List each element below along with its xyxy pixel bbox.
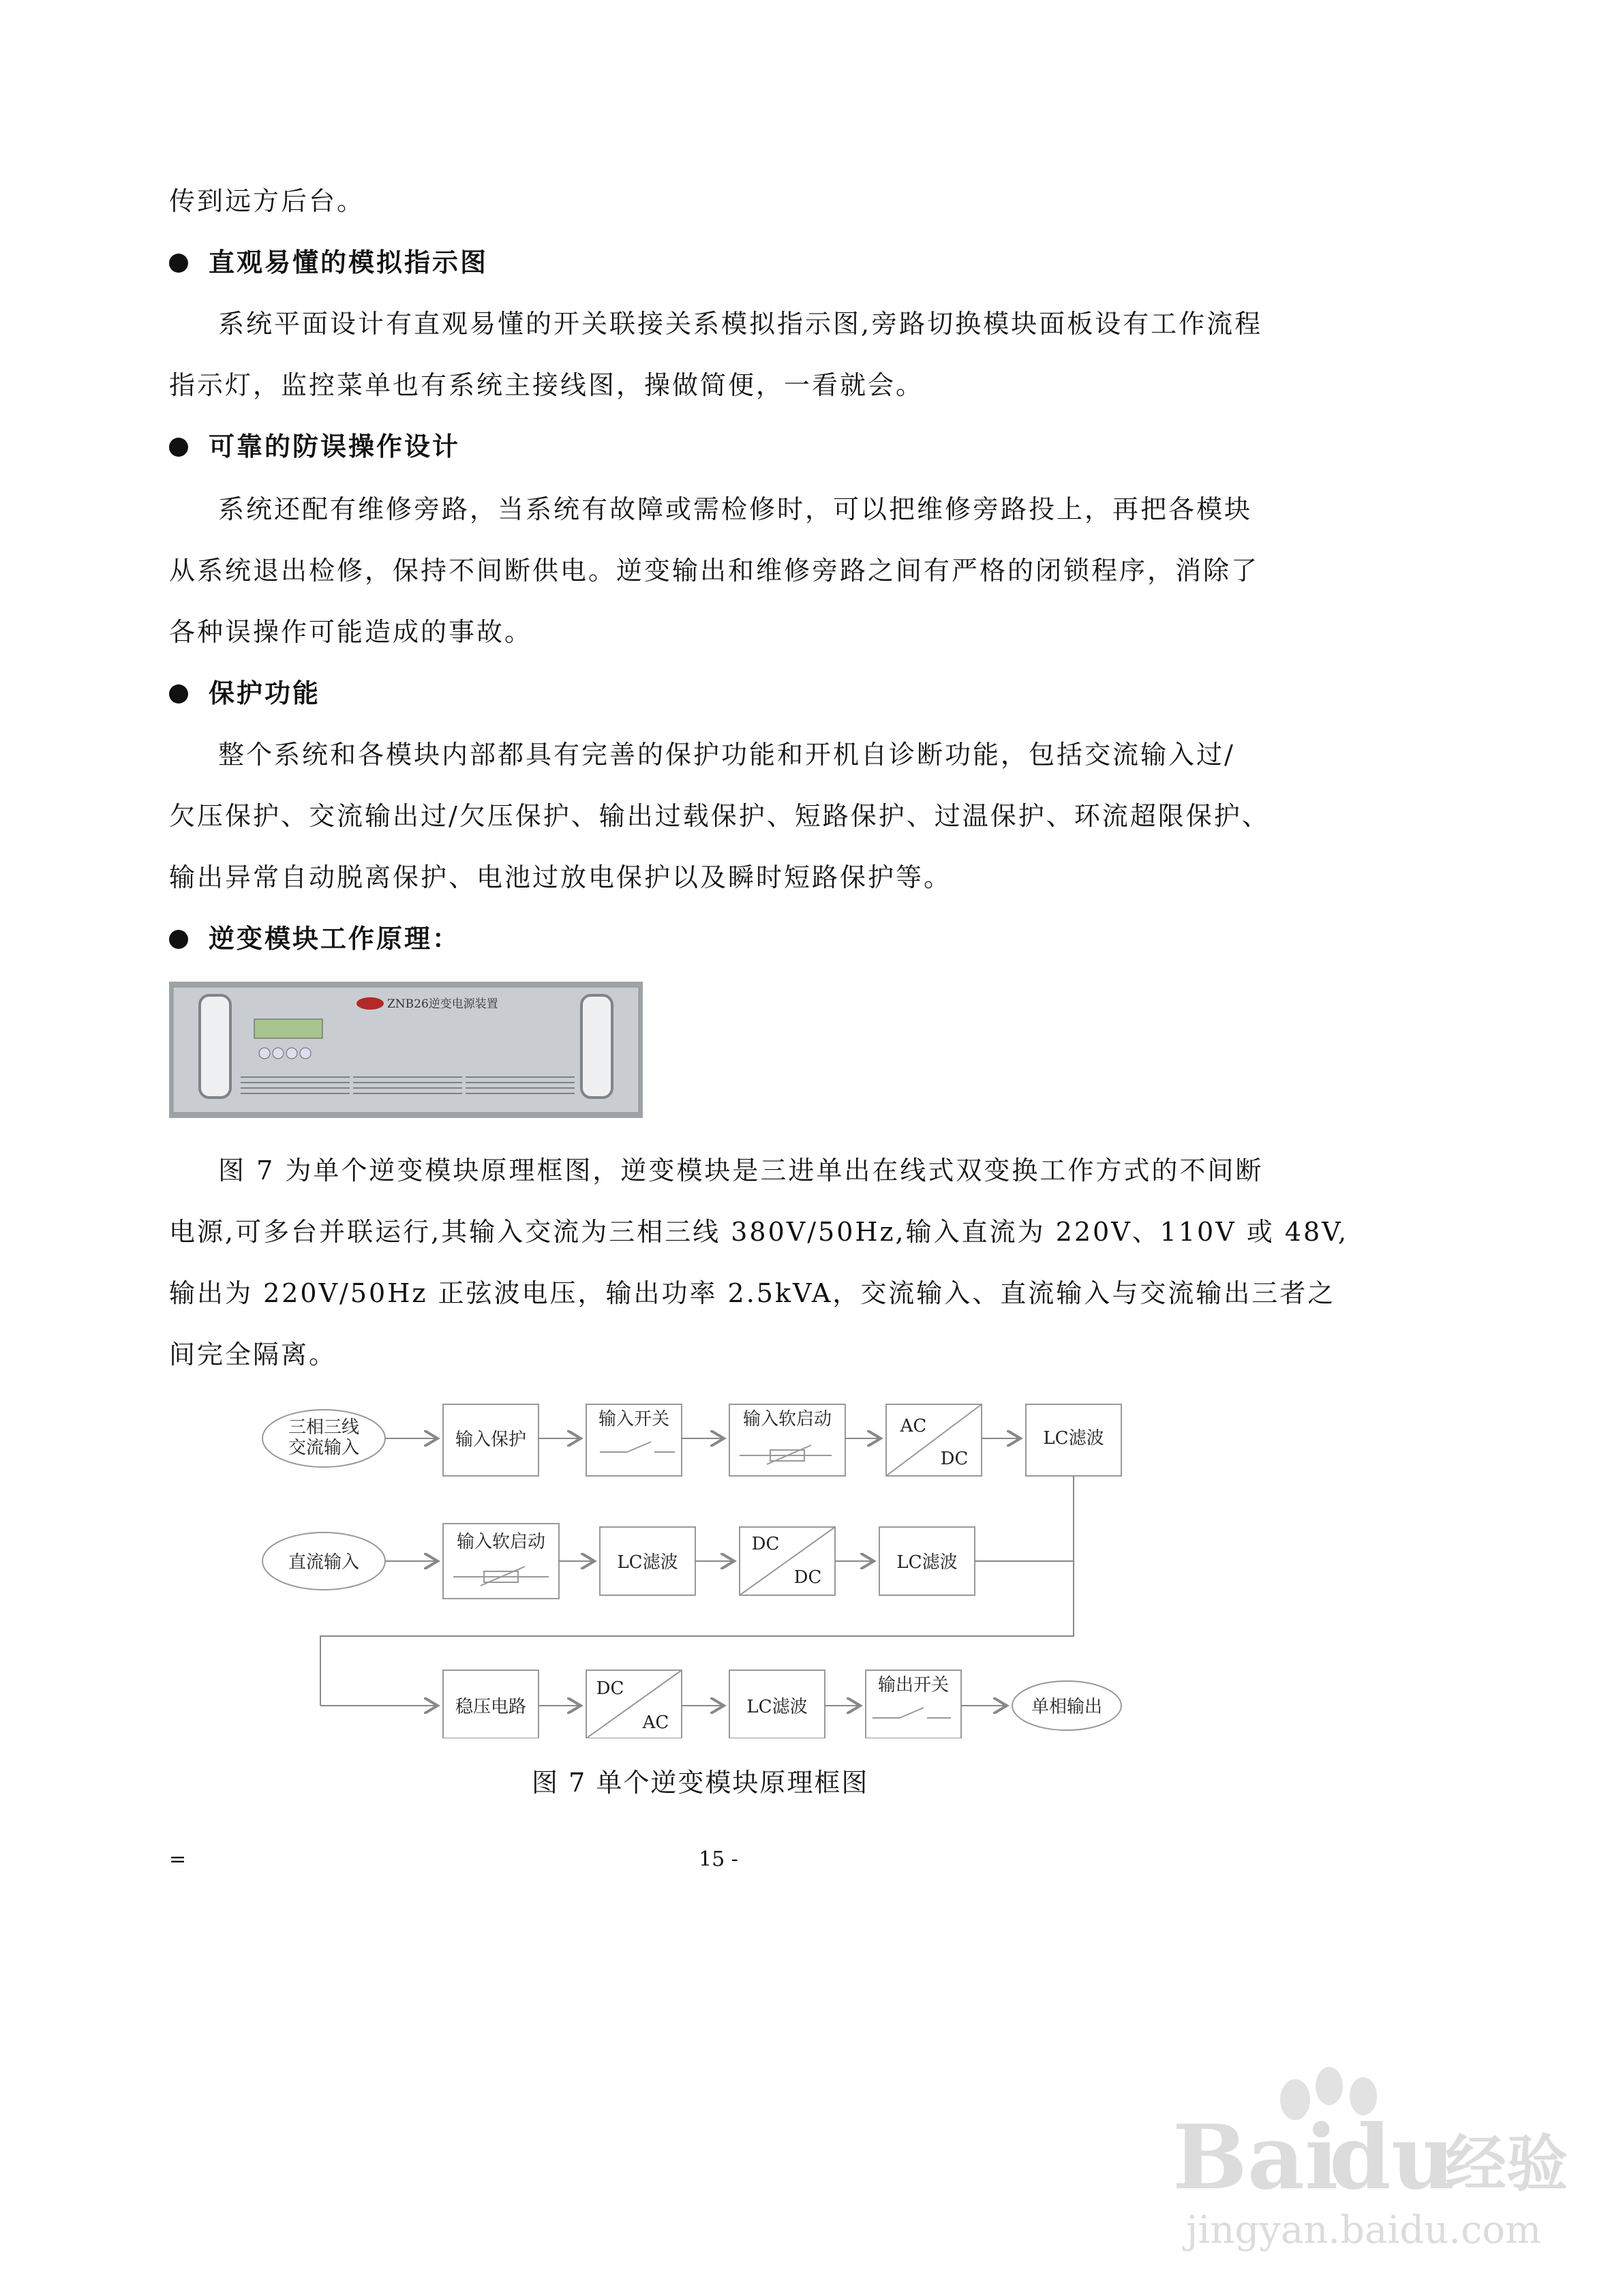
brand-logo-icon	[357, 997, 384, 1010]
heading-text: 可靠的防误操作设计	[209, 432, 461, 462]
paragraph-line: 指示灯，监控菜单也有系统主接线图，操做简便，一看就会。	[169, 370, 924, 400]
block-label: DC	[793, 1567, 822, 1588]
block-label: 输出开关	[877, 1675, 950, 1695]
heading-text: 保护功能	[209, 678, 321, 708]
paragraph-line: 输出异常自动脱离保护、电池过放电保护以及瞬时短路保护等。	[169, 862, 952, 892]
figure-caption: 图 7 单个逆变模块原理框图	[532, 1768, 869, 1798]
paragraph-line: 系统平面设计有直观易懂的开关联接关系模拟指示图,旁路切换模块面板设有工作流程	[218, 309, 1263, 339]
block-label: LC滤波	[617, 1552, 678, 1573]
paragraph-line: 传到远方后台。	[169, 186, 365, 216]
inverter-device-photo	[169, 982, 643, 1118]
paragraph-line: 整个系统和各模块内部都具有完善的保护功能和开机自诊断功能，包括交流输入过/	[218, 740, 1235, 770]
paragraph-line: 图 7 为单个逆变模块原理框图，逆变模块是三进单出在线式双变换工作方式的不间断	[218, 1155, 1264, 1185]
page-number: 15 -	[699, 1847, 738, 1871]
block-label: LC滤波	[896, 1552, 958, 1573]
section-heading	[169, 245, 488, 280]
watermark-brand: du	[1329, 2105, 1456, 2209]
block-label: LC滤波	[746, 1697, 808, 1717]
heading-text: 逆变模块工作原理：	[209, 924, 461, 954]
watermark-url: jingyan.baidu.com	[1186, 2208, 1542, 2252]
block-label: DC	[596, 1678, 624, 1699]
block-label: 输入保护	[455, 1430, 527, 1450]
watermark-brand: Bai	[1172, 2105, 1339, 2209]
paragraph-line: 间完全隔离。	[169, 1340, 337, 1370]
block-label: AC	[642, 1712, 669, 1733]
block-label: 输入软启动	[456, 1532, 546, 1552]
block-label: 稳压电路	[455, 1697, 527, 1717]
dc-input-label: 直流输入	[288, 1552, 360, 1573]
bullet-icon	[169, 930, 188, 949]
paragraph-line: 从系统退出检修，保持不间断供电。逆变输出和维修旁路之间有严格的闭锁程序，消除了	[169, 556, 1260, 586]
output-label: 单相输出	[1031, 1697, 1103, 1717]
block-label: 输入开关	[598, 1409, 670, 1430]
block-label: AC	[900, 1416, 927, 1436]
paragraph-line: 各种误操作可能造成的事故。	[169, 617, 533, 647]
ac-input-label: 交流输入	[288, 1438, 360, 1458]
block-label: LC滤波	[1043, 1428, 1104, 1449]
block-label: 输入软启动	[742, 1409, 832, 1430]
inverter-block-diagram	[259, 1384, 1166, 1738]
bullet-icon	[169, 438, 188, 457]
paragraph-line: 欠压保护、交流输出过/欠压保护、输出过载保护、短路保护、过温保护、环流超限保护、	[169, 801, 1270, 831]
block-label: DC	[940, 1449, 969, 1469]
block-label: DC	[751, 1534, 780, 1554]
paragraph-line: 系统还配有维修旁路，当系统有故障或需检修时，可以把维修旁路投上，再把各模块	[218, 494, 1253, 524]
watermark-cn: 经验	[1445, 2128, 1568, 2200]
footer-mark: =	[169, 1847, 187, 1871]
paragraph-line: 电源,可多台并联运行,其输入交流为三相三线 380V/50Hz,输入直流为 220V、110V 或 48V,	[169, 1217, 1349, 1247]
heading-text: 直观易懂的模拟指示图	[209, 247, 489, 277]
section-heading	[169, 922, 460, 956]
paragraph-line: 输出为 220V/50Hz 正弦波电压，输出功率 2.5kVA，交流输入、直流输入与交流输出三者之	[169, 1278, 1336, 1308]
bullet-icon	[169, 254, 188, 273]
panel-label: ZNB26逆变电源装置	[387, 997, 498, 1011]
bullet-icon	[169, 684, 188, 704]
section-heading	[169, 429, 460, 464]
baidu-jingyan-watermark	[1159, 2059, 1568, 2263]
section-heading	[169, 676, 320, 710]
ac-input-label: 三相三线	[288, 1417, 360, 1438]
